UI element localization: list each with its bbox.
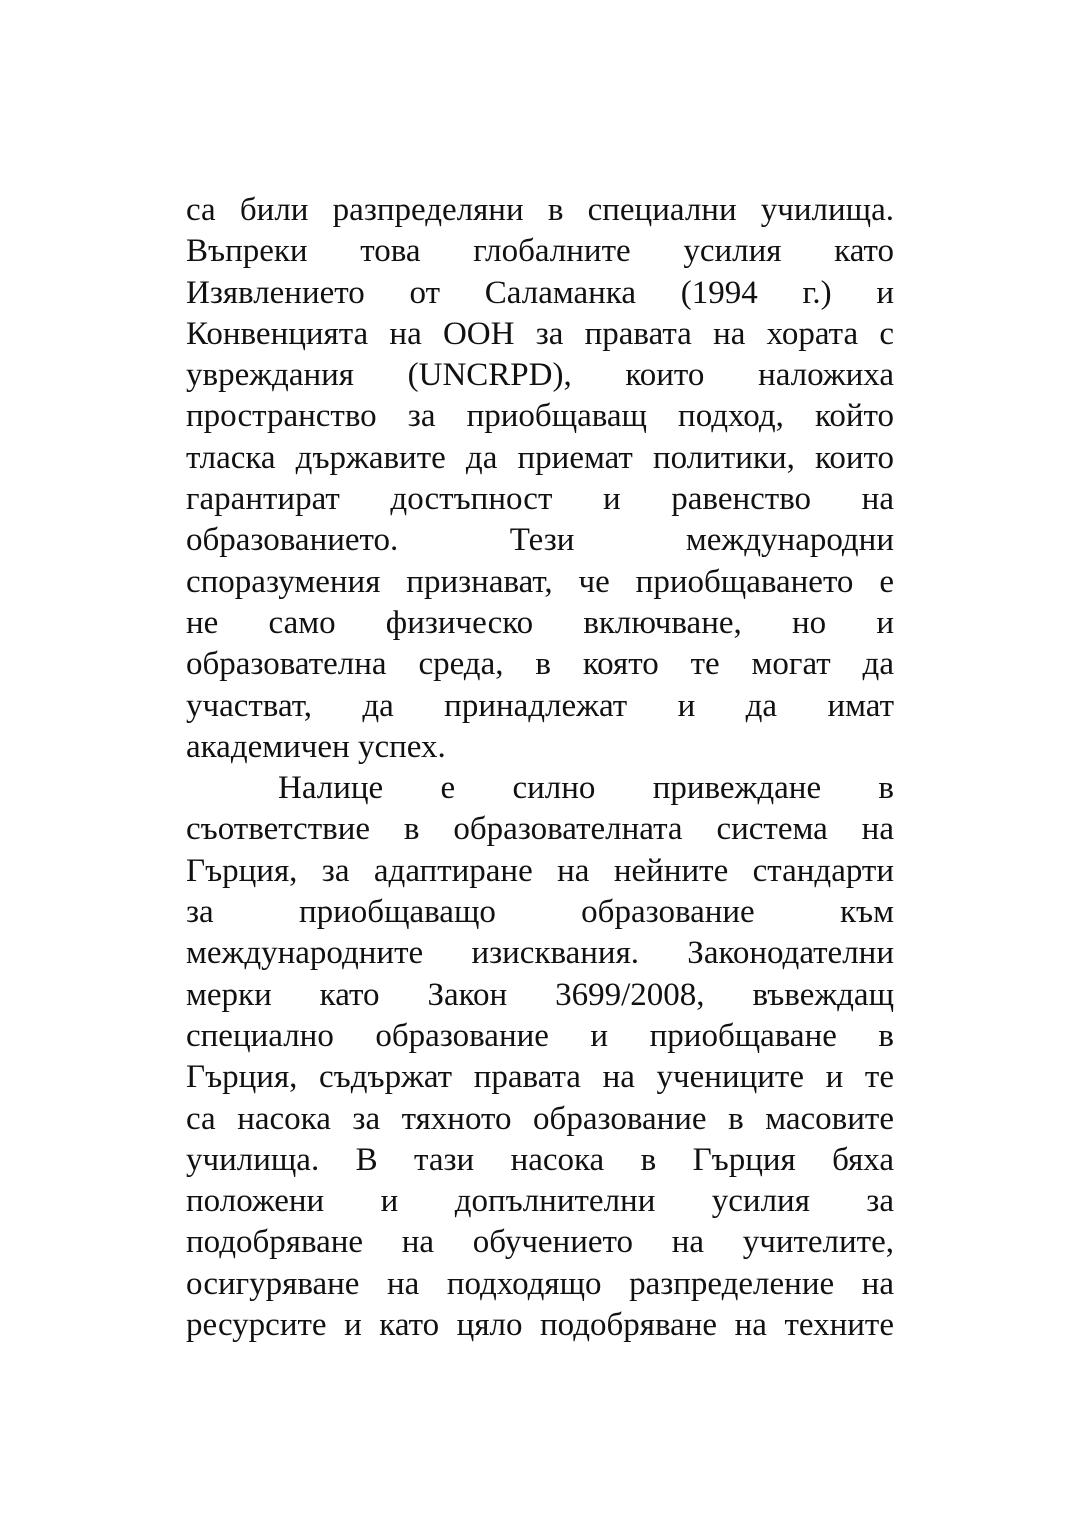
text-line: Гърция, за адаптиране на нейните стандарти	[186, 852, 894, 889]
text-line: Гърция, съдържат правата на учениците и те	[186, 1059, 894, 1096]
text-line: образованието. Тези международни	[186, 522, 894, 559]
paragraph-1	[186, 190, 894, 768]
text-line: мерки като Закон 3699/2008, въвеждащ	[186, 976, 894, 1013]
text-line: гарантират достъпност и равенство на	[186, 481, 894, 518]
text-line: академичен успех.	[186, 728, 446, 765]
text-line: споразумения признават, че приобщаването е	[186, 563, 894, 600]
text-line: Въпреки това глобалните усилия като	[186, 233, 894, 270]
text-line: тласка държавите да приемат политики, които	[186, 439, 894, 476]
text-line: са били разпределяни в специални училища.	[186, 192, 894, 228]
text-line: ресурсите и като цяло подобряване на техните	[186, 1307, 894, 1344]
text-line: пространство за приобщаващ подход, който	[186, 398, 894, 435]
text-line: Конвенцията на ООН за правата на хората с	[186, 315, 894, 352]
text-line: подобряване на обучението на учителите,	[186, 1224, 894, 1261]
paragraph-2	[186, 768, 894, 1346]
text-line: Изявлението от Саламанка (1994 г.) и	[186, 274, 894, 311]
text-line: образователна среда, в която те могат да	[186, 646, 894, 683]
text-line: положени и допълнителни усилия за	[186, 1183, 894, 1220]
text-line: осигуряване на подходящо разпределение на	[186, 1265, 894, 1302]
text-line: за приобщаващо образование към	[186, 894, 894, 931]
text-line: не само физическо включване, но и	[186, 604, 894, 641]
text-line: международните изисквания. Законодателни	[186, 935, 894, 972]
text-line: специално образование и приобщаване в	[186, 1017, 894, 1054]
text-line: Налице е силно привеждане в	[278, 770, 894, 807]
body-text	[186, 190, 894, 1346]
text-line: училища. В тази насока в Гърция бяха	[186, 1141, 894, 1178]
text-line: участват, да принадлежат и да имат	[186, 687, 894, 724]
text-line: увреждания (UNCRPD), които наложиха	[186, 357, 894, 394]
text-line: са насока за тяхното образование в масовите	[186, 1100, 894, 1137]
text-line: съответствие в образователната система на	[186, 811, 894, 848]
